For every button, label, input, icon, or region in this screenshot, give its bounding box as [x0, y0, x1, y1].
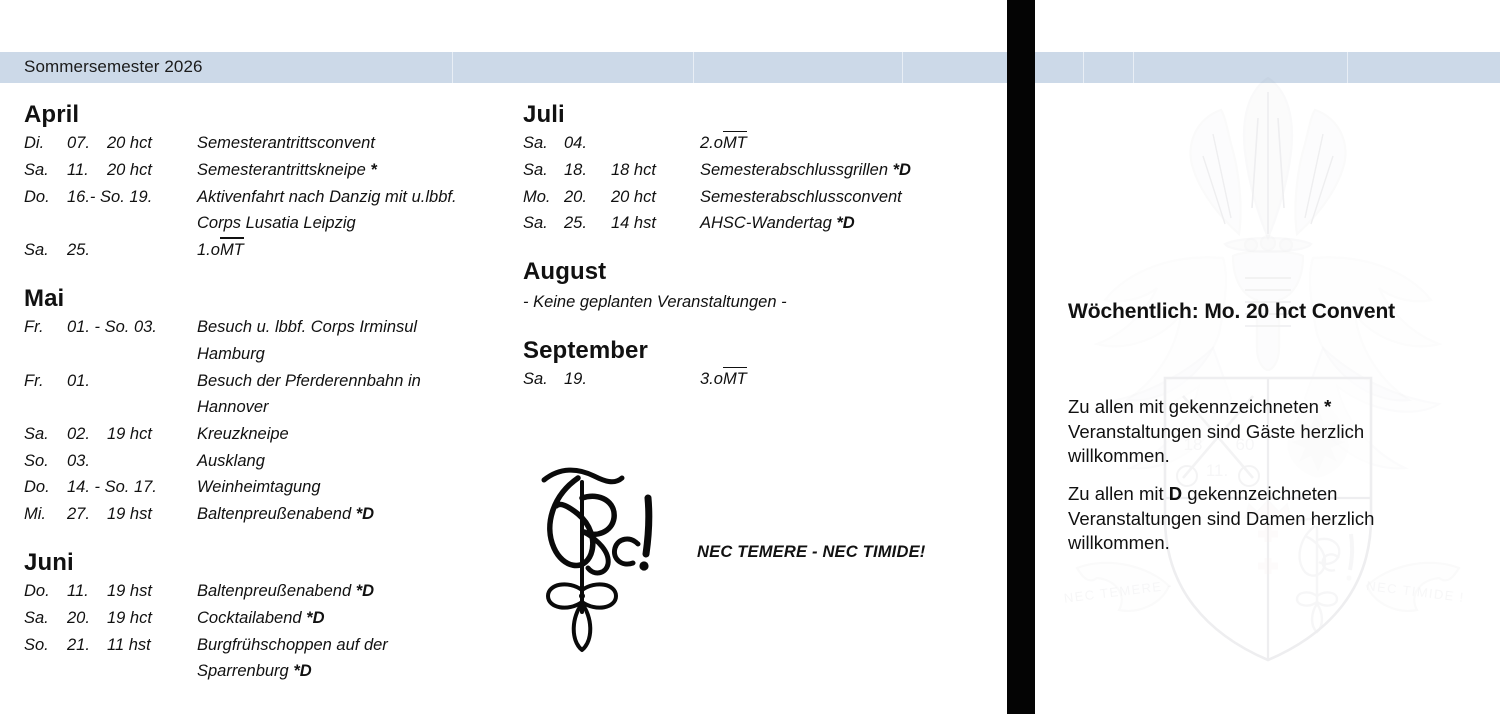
event-description-cell	[197, 632, 524, 659]
event-weekday: Do.	[24, 582, 50, 601]
corps-motto: NEC TEMERE - NEC TIMIDE!	[697, 543, 926, 561]
event-time: 20 hct	[107, 160, 152, 179]
event-description-cell	[197, 501, 524, 528]
calendar-column-left	[24, 100, 524, 687]
event-description-cell	[197, 605, 524, 632]
event-description: Besuch u. lbbf. Corps Irminsul	[197, 318, 418, 337]
ladies-welcome-note	[1068, 482, 1448, 556]
guests-note-post: Veranstaltungen sind Gäste herzlich willkommen.	[1068, 420, 1365, 467]
month-block	[523, 100, 993, 237]
event-row	[523, 184, 993, 211]
page-gutter-bar	[1007, 0, 1035, 714]
event-row	[523, 210, 993, 237]
zirkel-monogram-icon	[538, 462, 658, 654]
guests-note-pre: Zu allen mit gekennzeichneten	[1068, 396, 1325, 417]
event-description: Hamburg	[197, 344, 265, 363]
month-block	[523, 336, 993, 393]
event-time: 11 hst	[107, 635, 151, 654]
event-date: 02.	[67, 425, 90, 443]
event-description: Aktivenfahrt nach Danzig mit u.lbbf.	[197, 187, 457, 206]
event-description-cell	[197, 157, 524, 184]
event-weekday: Sa.	[523, 214, 548, 233]
omt-overline: MT	[723, 366, 747, 393]
crest-motto-left	[1063, 577, 1174, 605]
event-row	[523, 366, 993, 393]
event-weekday: So.	[24, 635, 49, 654]
event-date: 01.	[67, 371, 90, 390]
event-weekday: Sa.	[24, 425, 49, 443]
event-time: 19 hst	[107, 505, 152, 524]
weekly-convent-note: Wöchentlich: Mo. 20 hct Convent	[1068, 300, 1396, 323]
event-marker: *D	[351, 505, 375, 524]
event-row	[24, 501, 524, 528]
event-row	[24, 632, 524, 659]
event-description-continuation	[24, 210, 356, 237]
event-date: 21.	[67, 635, 90, 654]
event-weekday: Do.	[24, 187, 50, 206]
event-description-continuation	[24, 658, 312, 685]
calendar-column-right	[523, 100, 993, 395]
event-marker: *D	[288, 662, 312, 681]
event-description: Besuch der Pferderennbahn in	[197, 371, 421, 390]
month-heading: August	[523, 258, 607, 286]
event-time: 19 hst	[107, 582, 152, 601]
semester-title: Sommersemester 2026	[24, 57, 203, 76]
ladies-note-pre: Zu allen mit	[1068, 483, 1169, 504]
month-block	[24, 548, 524, 685]
event-date: 16.- So. 19.	[67, 187, 153, 206]
event-row	[24, 237, 524, 264]
ladies-note-marker: D	[1168, 483, 1183, 504]
event-row	[24, 314, 524, 341]
event-date: 07.	[67, 134, 90, 153]
event-description: Semesterantrittskneipe *	[197, 160, 377, 179]
event-date: 01. - So. 03.	[67, 318, 157, 337]
event-row	[24, 474, 524, 501]
event-weekday: Do.	[24, 478, 50, 497]
event-description-cell	[197, 368, 524, 395]
event-description: 1.oMT	[197, 241, 244, 259]
event-description: Semesterabschlussconvent	[700, 187, 902, 206]
event-time: 19 hct	[107, 425, 152, 443]
month-block	[523, 257, 993, 316]
header-divider	[902, 52, 903, 83]
event-description-cell	[197, 578, 524, 605]
event-weekday: Sa.	[523, 134, 548, 153]
event-marker: *D	[351, 582, 375, 601]
event-description: AHSC-Wandertag *D	[700, 214, 855, 233]
event-weekday: So.	[24, 451, 49, 470]
event-row-continuation	[24, 210, 524, 237]
guests-note-marker: *	[1324, 396, 1332, 417]
event-description: Ausklang	[197, 451, 265, 470]
event-weekday: Fr.	[24, 371, 44, 390]
event-time: 19 hct	[107, 608, 152, 627]
omt-overline: MT	[220, 237, 244, 264]
crest-motto-right	[1365, 578, 1465, 605]
event-description: Burgfrühschoppen auf der	[197, 635, 388, 654]
month-block	[24, 284, 524, 528]
month-empty-note: - Keine geplanten Veranstaltungen -	[523, 293, 787, 312]
coat-of-arms-watermark-icon	[1053, 48, 1483, 698]
event-description: Kreuzkneipe	[197, 425, 289, 443]
guests-welcome-note	[1068, 395, 1448, 469]
event-date: 18.	[564, 160, 587, 179]
event-marker: *D	[831, 214, 855, 233]
event-weekday: Sa.	[24, 160, 49, 179]
event-weekday: Sa.	[523, 370, 548, 389]
month-block	[24, 100, 524, 264]
month-heading: April	[24, 101, 80, 128]
month-heading: Juni	[24, 548, 74, 576]
event-description: Corps Lusatia Leipzig	[197, 214, 356, 233]
event-marker: *D	[301, 608, 325, 627]
event-weekday: Fr.	[24, 318, 44, 337]
event-weekday: Mi.	[24, 505, 46, 524]
event-weekday: Sa.	[24, 608, 49, 627]
event-weekday: Sa.	[24, 241, 49, 260]
event-description: 2.oMT	[700, 134, 747, 152]
event-description-cell	[197, 421, 524, 448]
event-date: 25.	[564, 214, 587, 233]
event-row	[523, 157, 993, 184]
event-description: Weinheimtagung	[197, 478, 321, 497]
event-weekday: Di.	[24, 134, 45, 153]
event-description-cell	[700, 130, 993, 157]
event-description-cell	[700, 210, 993, 237]
event-row	[24, 368, 524, 395]
event-date: 20.	[564, 187, 587, 206]
info-panel	[1035, 0, 1500, 714]
event-weekday: Sa.	[523, 160, 548, 179]
event-row	[24, 130, 524, 157]
event-date: 14. - So. 17.	[67, 478, 157, 497]
event-description-cell	[197, 237, 524, 264]
event-row-continuation	[24, 341, 524, 368]
event-row	[24, 157, 524, 184]
event-description: Baltenpreußenabend *D	[197, 582, 375, 601]
event-time: 14 hst	[611, 214, 656, 233]
event-date: 11.	[67, 582, 89, 601]
event-description-cell	[197, 184, 524, 211]
event-description: Hannover	[197, 398, 269, 417]
event-date: 04.	[564, 134, 587, 153]
event-date: 25.	[67, 241, 90, 260]
event-weekday: Mo.	[523, 187, 551, 206]
event-description: Semesterabschlussgrillen *D	[700, 160, 911, 179]
event-description-cell	[197, 314, 524, 341]
event-description: Sparrenburg *D	[197, 662, 312, 681]
event-description-cell	[197, 130, 524, 157]
event-description-cell	[700, 157, 993, 184]
event-date: 20.	[67, 608, 90, 627]
event-date: 03.	[67, 451, 90, 470]
event-row	[523, 130, 993, 157]
omt-overline: MT	[723, 130, 747, 157]
month-heading: September	[523, 337, 648, 365]
event-time: 20 hct	[107, 134, 152, 153]
event-date: 27.	[67, 505, 90, 524]
ladies-note-post: gekennzeichneten Veranstaltungen sind Damen herzlich willkommen.	[1068, 483, 1375, 554]
event-description-continuation	[24, 394, 269, 421]
event-row	[24, 448, 524, 475]
header-divider	[452, 52, 453, 83]
event-time: 18 hct	[611, 160, 656, 179]
event-description: Cocktailabend *D	[197, 608, 325, 627]
event-row	[24, 421, 524, 448]
event-description: Semesterantrittsconvent	[197, 134, 375, 153]
event-row	[24, 605, 524, 632]
event-row	[24, 578, 524, 605]
event-date: 19.	[564, 370, 587, 389]
event-description-cell	[700, 184, 993, 211]
event-row-continuation	[24, 658, 524, 685]
event-row-continuation	[24, 394, 524, 421]
event-description-cell	[197, 474, 524, 501]
month-heading: Juli	[523, 101, 565, 128]
event-description: 3.oMT	[700, 370, 747, 388]
event-description: Baltenpreußenabend *D	[197, 505, 375, 524]
event-marker: *	[365, 160, 377, 179]
month-heading: Mai	[24, 284, 65, 312]
event-description-cell	[197, 448, 524, 475]
event-marker: *D	[888, 160, 911, 179]
event-row	[24, 184, 524, 211]
event-time: 20 hct	[611, 187, 656, 206]
event-description-cell	[700, 366, 993, 393]
event-description-continuation	[24, 341, 265, 368]
header-divider	[693, 52, 694, 83]
event-date: 11.	[67, 160, 89, 179]
